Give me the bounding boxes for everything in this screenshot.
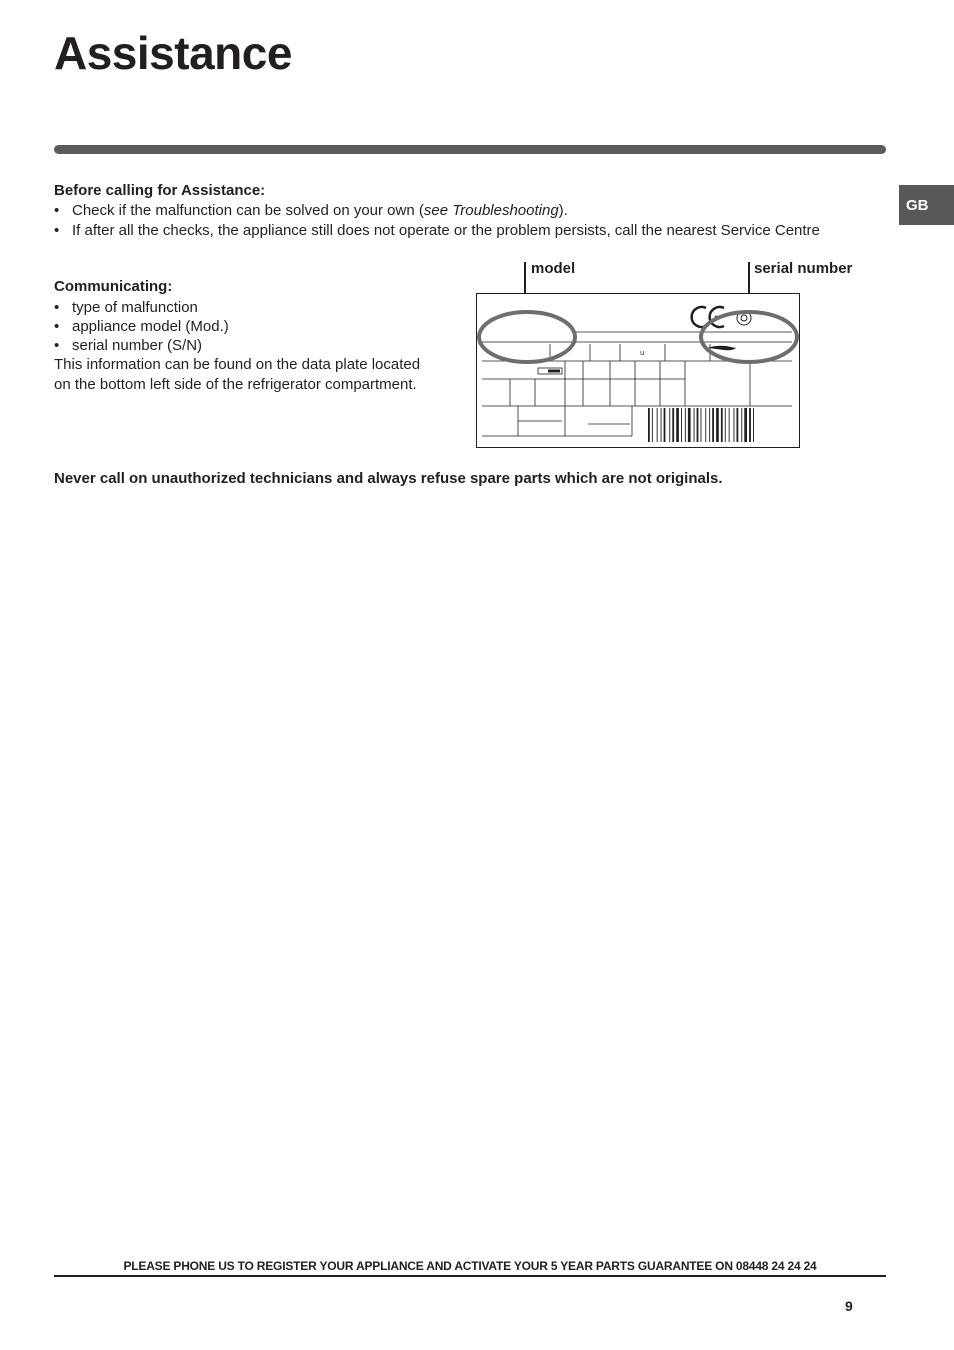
barcode-bar [721, 408, 723, 442]
title-divider [54, 145, 886, 154]
bullet-icon: • [54, 222, 60, 239]
barcode-bar [669, 408, 670, 442]
barcode-bar [753, 408, 754, 442]
barcode-bar [664, 408, 666, 442]
barcode-bar [648, 408, 650, 442]
language-tab: GB [899, 185, 954, 225]
page-title: Assistance [54, 27, 292, 79]
barcode-bar [749, 408, 751, 442]
barcode-bar [712, 408, 714, 442]
data-plate-diagram [470, 258, 810, 453]
barcode-bar [725, 408, 726, 442]
barcode-icon [648, 408, 754, 442]
communicating-item: • appliance model (Mod.) [54, 318, 229, 335]
barcode-bar [685, 408, 686, 442]
barcode-bar [694, 408, 695, 442]
barcode-bar [681, 408, 682, 442]
barcode-bar [657, 408, 658, 442]
barcode-bar [697, 408, 699, 442]
communicating-heading: Communicating: [54, 278, 173, 295]
model-label: model [531, 260, 576, 277]
barcode-bar [737, 408, 739, 442]
barcode-bar [709, 408, 710, 442]
barcode-bar [705, 408, 706, 442]
before-calling-heading: Before calling for Assistance: [54, 182, 266, 199]
barcode-bar [661, 408, 662, 442]
communicating-item: • type of malfunction [54, 299, 198, 316]
bullet-icon: • [54, 299, 60, 316]
footer-divider [54, 1275, 886, 1277]
before-calling-item-2: • If after all the checks, the appliance still does not operate or the problem persists, call the nearest Service Centre [54, 222, 820, 239]
barcode-bar [729, 408, 730, 442]
footer-guarantee-notice: PLEASE PHONE US TO REGISTER YOUR APPLIANCE AND ACTIVATE YOUR 5 YEAR PARTS GUARANTEE ON 08448 24 24 24 [123, 1259, 817, 1273]
barcode-bar [672, 408, 674, 442]
serial-number-label: serial number [754, 260, 853, 277]
plate-glyph-icon: u [640, 349, 645, 357]
barcode-bar [716, 408, 719, 442]
unauthorized-technician-warning: Never call on unauthorized technicians and always refuse spare parts which are not originals. [54, 470, 723, 487]
barcode-bar [744, 408, 747, 442]
bullet-icon: • [54, 202, 60, 219]
page-number: 9 [845, 1298, 853, 1314]
star-rating-fill [548, 370, 560, 373]
barcode-bar [741, 408, 742, 442]
barcode-bar [701, 408, 702, 442]
before-calling-item-1: • Check if the malfunction can be solved on your own (see Troubleshooting). [54, 202, 568, 219]
communicating-item: • serial number (S/N) [54, 337, 203, 354]
barcode-bar [688, 408, 691, 442]
bullet-icon: • [54, 318, 60, 335]
bullet-icon: • [54, 337, 60, 354]
barcode-bar [652, 408, 653, 442]
data-plate-note-line-1: This information can be found on the data plate located [54, 356, 421, 373]
barcode-bar [676, 408, 679, 442]
data-plate-note-line-2: on the bottom left side of the refrigerator compartment. [54, 376, 417, 393]
barcode-bar [734, 408, 735, 442]
troubleshooting-reference: see Troubleshooting [423, 202, 559, 219]
